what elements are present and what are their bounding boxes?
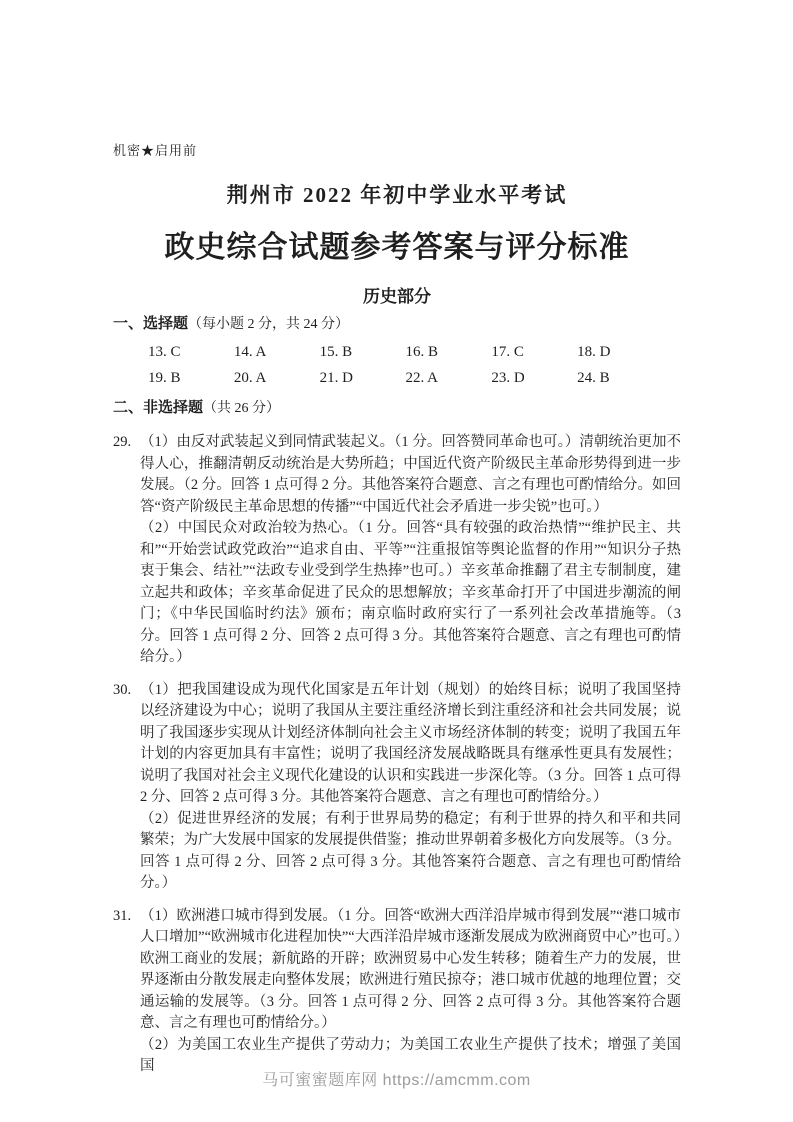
question-31-number: 31. — [113, 907, 132, 924]
classification-label: 机密★启用前 — [113, 143, 198, 158]
section-title-history: 历史部分 — [363, 287, 431, 306]
choice-answer-22: 22. A — [405, 370, 439, 386]
question-31 — [113, 906, 681, 1078]
question-30 — [113, 680, 681, 895]
choice-answer-20: 20. A — [233, 370, 267, 386]
choice-section-heading — [113, 311, 681, 337]
question-30-part-1: （1）把我国建设成为现代化国家是五年计划（规划）的始终目标；说明了我国坚持以经济建设为中心；说明了我国从主要注重经济增长到注重经济和社会共同发展；说明了我国逐步实现从计划经济体制向社会主义市场经济体制的转变；说明了我国五年计划的内容更加具有丰富性；说明了我国经济发展战略既具有继承性更具有发展性；说明了我国对社会主义现代化建设的认识和实践进一步深化等。（3 分。回答 1 点可得 2 分、回答 2 点可得 3 分。其他答案符合题意、言之有理也可酌情给分。） — [140, 681, 681, 805]
choice-answer-14: 14. A — [233, 344, 267, 360]
choice-answer-21: 21. D — [319, 370, 353, 386]
question-29-part-1: （1）由反对武装起义到同情武装起义。（1 分。回答赞同革命也可。）清朝统治更加不得人心，推翻清朝反动统治是大势所趋；中国近代资产阶级民主革命形势得到进一步发展。（2 分。回答 1 点可得 2 分。其他答案符合题意、言之有理也可酌情给分。如回答“资产阶级民主革命思想的传播”“中国近代社会矛盾进一步尖锐”也可。） — [140, 434, 681, 515]
question-30-part-2: （2）促进世界经济的发展；有利于世界局势的稳定；有利于世界的持久和平和共同繁荣；为广大发展中国家的发展提供借鉴；推动世界朝着多极化方向发展等。（3 分。回答 1 点可得 2 分、回答 2 点可得 3 分。其他答案符合题意、言之有理也可酌情给分。） — [140, 810, 681, 891]
choice-answer-13: 13. C — [148, 344, 181, 360]
choice-answer-16: 16. B — [405, 344, 439, 360]
choice-answer-19: 19. B — [148, 370, 181, 386]
subjective-heading-text: 二、非选择题 — [113, 399, 204, 416]
choice-answers-grid — [113, 337, 681, 395]
question-31-part-1: （1）欧洲港口城市得到发展。（1 分。回答“欧洲大西洋沿岸城市得到发展”“港口城市人口增加”“欧洲城市化进程加快”“大西洋沿岸城市逐渐发展成为欧洲商贸中心”也可。）欧洲工商业的发展；新航路的开辟；欧洲贸易中心发生转移；随着生产力的发展，世界逐渐由分散发展走向整体发展；欧洲进行殖民掠夺；港口城市优越的地理位置；交通运输的发展等。（3 分。回答 1 点可得 2 分、回答 2 点可得 3 分。其他答案符合题意、言之有理也可酌情给分。） — [140, 907, 681, 1031]
exam-title: 荆州市 2022 年初中学业水平考试 — [226, 183, 568, 207]
subjective-section-heading — [113, 395, 681, 421]
question-29 — [113, 432, 681, 669]
document-title: 政史综合试题参考答案与评分标准 — [164, 231, 630, 264]
footer-watermark: 马可蜜蜜题库网 https://amcmm.com — [262, 1072, 531, 1089]
question-29-part-2: （2）中国民众对政治较为热心。（1 分。回答“具有较强的政治热情”“维护民主、共和”“开始尝试政党政治”“追求自由、平等”“注重报馆等舆论监督的作用”“知识分子热衷于集会、结社”“法政专业受到学生热捧”也可。）辛亥革命推翻了君主专制制度，建立起共和政体；辛亥革命促进了民众的思想解放；辛亥革命打开了中国进步潮流的闸门；《中华民国临时约法》颁布；南京临时政府实行了一系列社会改革措施等。（3 分。回答 1 点可得 2 分、回答 2 点可得 3 分。其他答案符合题意、言之有理也可酌情给分。） — [140, 520, 681, 665]
question-31-part-2: （2）为美国工农业生产提供了劳动力；为美国工农业生产提供了技术；增强了美国国 — [140, 1036, 681, 1074]
subjective-heading-note: （共 26 分） — [203, 401, 281, 416]
question-30-number: 30. — [113, 681, 132, 698]
choice-heading-note: （每小题 2 分，共 24 分） — [188, 317, 350, 332]
choice-heading-text: 一、选择题 — [113, 315, 189, 332]
choice-answer-24: 24. B — [577, 370, 610, 386]
choice-answer-18: 18. D — [577, 344, 611, 360]
choice-answer-23: 23. D — [491, 370, 525, 386]
question-29-number: 29. — [113, 434, 132, 450]
choice-answer-15: 15. B — [319, 344, 353, 360]
choice-answer-17: 17. C — [491, 344, 524, 360]
